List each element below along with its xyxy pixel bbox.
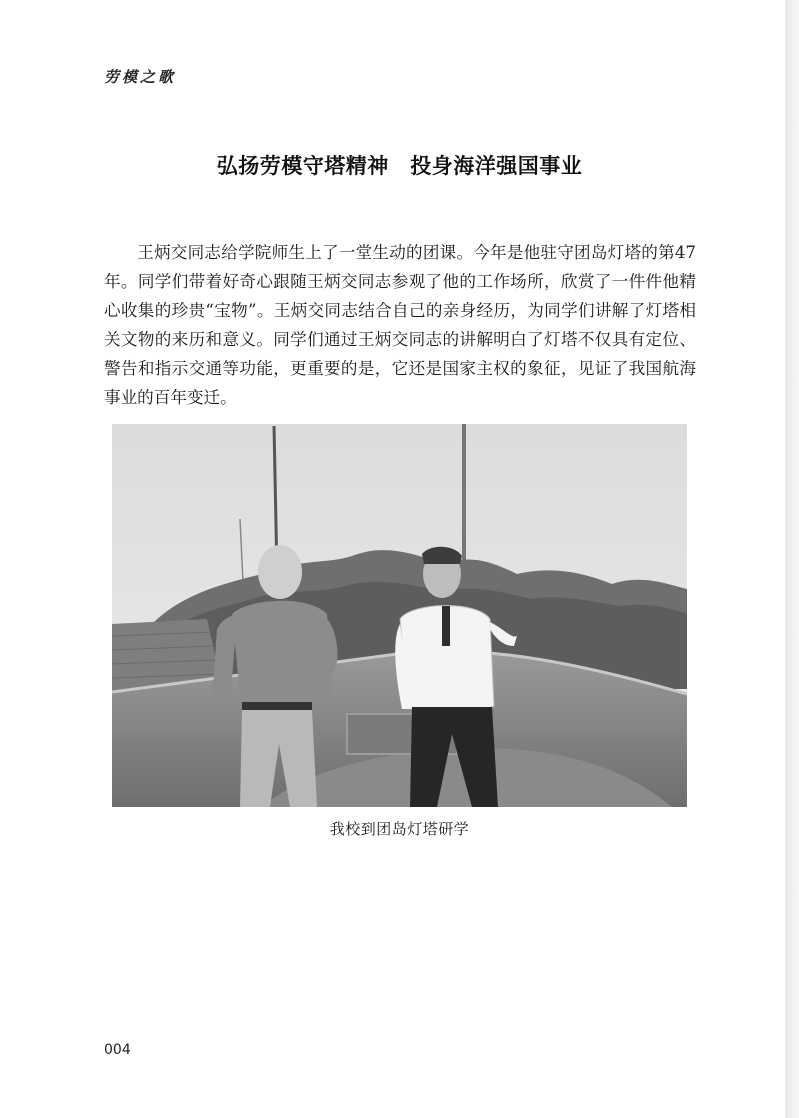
page-number: 004 <box>104 1042 131 1058</box>
article-title: 弘扬劳模守塔精神 投身海洋强国事业 <box>216 153 583 178</box>
running-header: 劳模之歌 <box>104 68 177 86</box>
lighthouse-visit-photo <box>112 424 687 807</box>
article-body: 王炳交同志给学院师生上了一堂生动的团课。今年是他驻守团岛灯塔的第47年。同学们带着好奇心跟随王炳交同志参观了他的工作场所，欣赏了一件件他精心收集的珍贵“宝物”。王炳交同志结合自己的亲身经历，为同学们讲解了灯塔相关文物的来历和意义。同学们通过王炳交同志的讲解明白了灯塔不仅具有定位、警告和指示交通等功能，更重要的是，它还是国家主权的象征，见证了我国航海事业的百年变迁。 <box>104 243 696 407</box>
photo-caption: 我校到团岛灯塔研学 <box>329 820 470 838</box>
